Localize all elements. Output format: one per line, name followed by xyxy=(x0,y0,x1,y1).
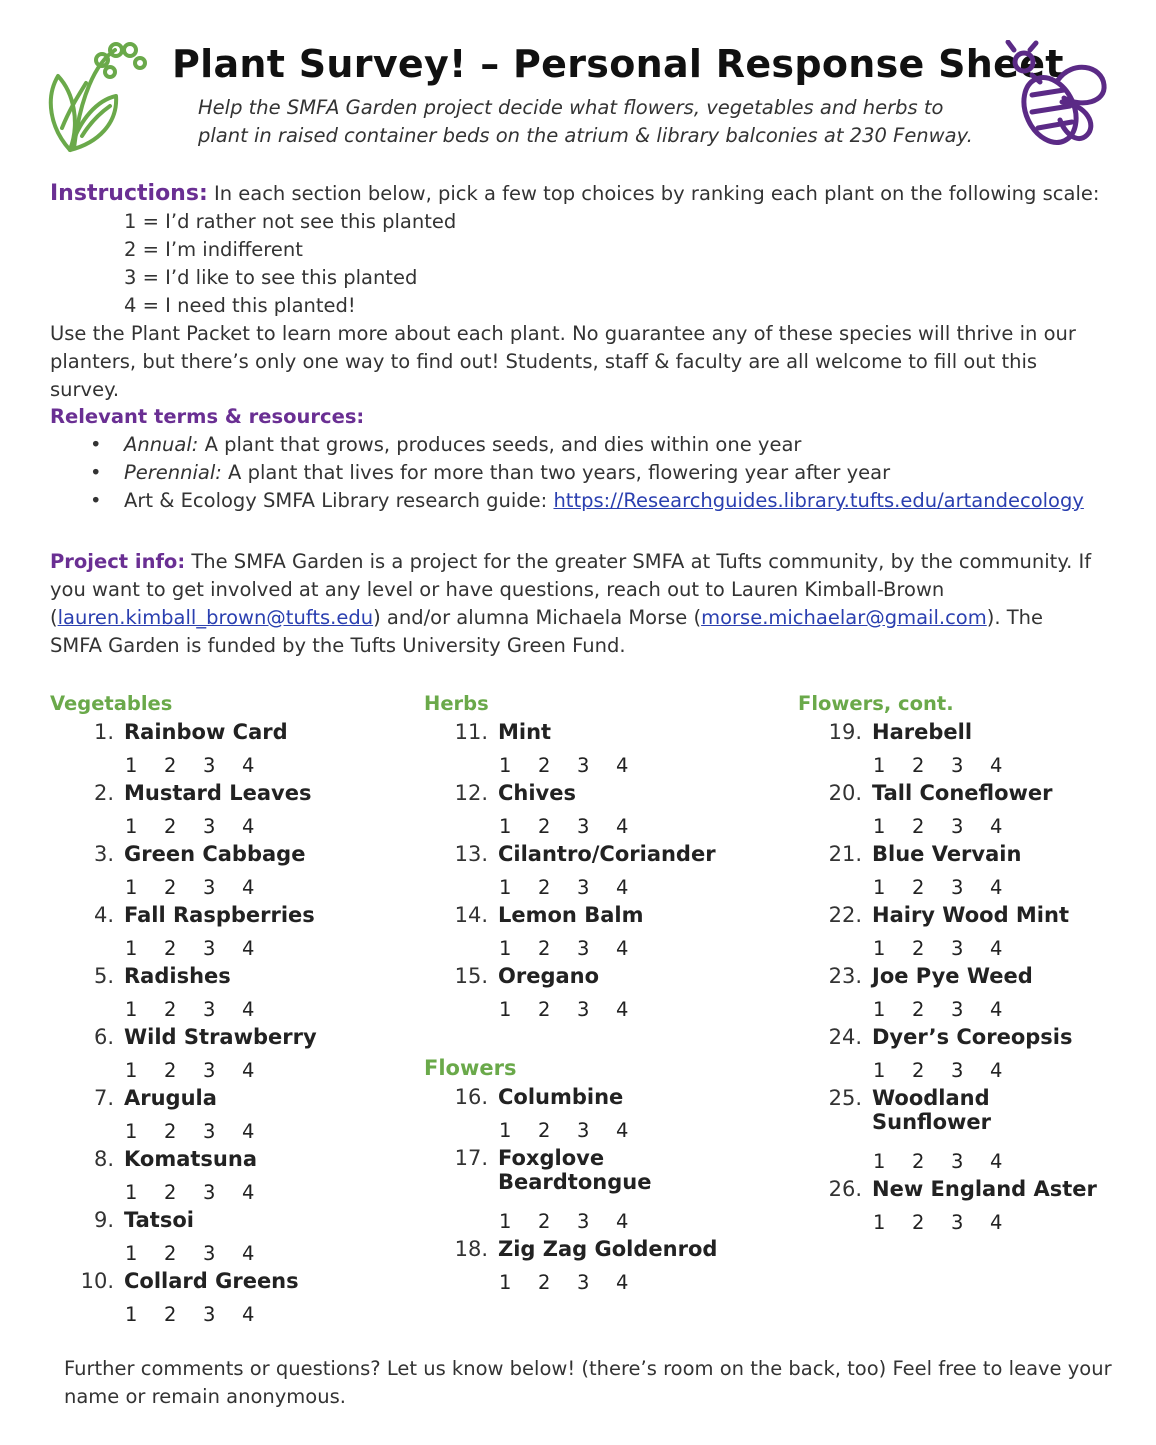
rating-option-4[interactable]: 4 xyxy=(990,815,1003,838)
plant-number: 2. xyxy=(93,781,114,805)
project-text: ). The xyxy=(986,606,1044,629)
rating-option-4[interactable]: 4 xyxy=(242,876,255,899)
bullet: • xyxy=(90,489,102,512)
plant-name: Tall Coneflower xyxy=(872,781,1053,805)
rating-option-3[interactable]: 3 xyxy=(951,1059,964,1082)
plant-number: 4. xyxy=(93,903,114,927)
rating-option-3[interactable]: 3 xyxy=(577,1119,590,1142)
rating-option-1[interactable]: 1 xyxy=(125,998,138,1021)
rating-scale xyxy=(125,1181,281,1204)
rating-option-2[interactable]: 2 xyxy=(912,998,925,1021)
section-herbs: Herbs xyxy=(424,692,489,715)
rating-scale xyxy=(499,937,655,960)
plant-item xyxy=(93,781,312,805)
plant-name: Mint xyxy=(498,720,552,744)
rating-option-4[interactable]: 4 xyxy=(242,1120,255,1143)
plant-item xyxy=(93,964,231,988)
rating-option-1[interactable]: 1 xyxy=(873,754,886,777)
rating-scale xyxy=(499,876,655,899)
rating-option-3[interactable]: 3 xyxy=(951,1211,964,1234)
rating-option-4[interactable]: 4 xyxy=(616,815,629,838)
page-subtitle xyxy=(198,94,973,150)
rating-option-2[interactable]: 2 xyxy=(538,876,551,899)
rating-scale xyxy=(873,1211,1029,1234)
plant-number: 16. xyxy=(454,1085,488,1109)
plant-item xyxy=(828,842,1022,866)
rating-option-2[interactable]: 2 xyxy=(164,998,177,1021)
term-research-guide xyxy=(90,487,1084,515)
rating-option-3[interactable]: 3 xyxy=(577,937,590,960)
plant-name: Harebell xyxy=(872,720,973,744)
plant-name: Zig Zag Goldenrod xyxy=(498,1237,718,1261)
bullet: • xyxy=(90,461,102,484)
plant-item xyxy=(828,720,973,744)
rating-option-1[interactable]: 1 xyxy=(125,1242,138,1265)
term-definition: A plant that lives for more than two years, flowering year after year xyxy=(228,461,891,484)
rating-option-4[interactable]: 4 xyxy=(616,754,629,777)
instructions-label: Instructions: xyxy=(50,181,208,206)
rating-option-2[interactable]: 2 xyxy=(538,1119,551,1142)
plant-item xyxy=(828,1086,992,1134)
rating-option-1[interactable]: 1 xyxy=(125,754,138,777)
plant-item xyxy=(93,1086,217,1110)
plant-item xyxy=(93,903,315,927)
scale-item: 4 = I need this planted! xyxy=(124,294,356,317)
plant-number: 1. xyxy=(93,720,114,744)
email-link-michaela[interactable]: morse.michaelar@gmail.com xyxy=(701,606,987,629)
rating-option-2[interactable]: 2 xyxy=(912,815,925,838)
plant-number: 8. xyxy=(93,1147,114,1171)
rating-scale xyxy=(499,1271,655,1294)
plant-item xyxy=(828,964,1033,988)
plant-logo-icon xyxy=(40,38,150,162)
plant-item xyxy=(828,1025,1073,1049)
rating-option-3[interactable]: 3 xyxy=(203,1059,216,1082)
rating-option-4[interactable]: 4 xyxy=(990,1211,1003,1234)
rating-option-1[interactable]: 1 xyxy=(499,998,512,1021)
rating-option-3[interactable]: 3 xyxy=(577,998,590,1021)
plant-number: 12. xyxy=(454,781,488,805)
plant-name: Mustard Leaves xyxy=(124,781,312,805)
rating-option-2[interactable]: 2 xyxy=(912,1150,925,1173)
rating-option-4[interactable]: 4 xyxy=(616,1210,629,1233)
plant-number: 3. xyxy=(93,842,114,866)
plant-item xyxy=(93,1147,257,1171)
rating-option-4[interactable]: 4 xyxy=(242,998,255,1021)
rating-option-2[interactable]: 2 xyxy=(538,937,551,960)
rating-option-4[interactable]: 4 xyxy=(990,876,1003,899)
footer-note xyxy=(64,1355,1124,1411)
plant-name: Radishes xyxy=(124,964,231,988)
rating-option-2[interactable]: 2 xyxy=(538,754,551,777)
plant-item xyxy=(454,964,600,988)
rating-option-4[interactable]: 4 xyxy=(990,754,1003,777)
rating-option-3[interactable]: 3 xyxy=(203,1242,216,1265)
rating-option-4[interactable]: 4 xyxy=(990,1059,1003,1082)
scale-item: 3 = I’d like to see this planted xyxy=(124,266,418,289)
plant-item xyxy=(454,720,552,744)
plant-number: 13. xyxy=(454,842,488,866)
rating-scale xyxy=(125,754,281,777)
plant-number: 5. xyxy=(93,964,114,988)
plant-number: 17. xyxy=(454,1146,488,1170)
rating-option-3[interactable]: 3 xyxy=(203,937,216,960)
rating-option-4[interactable]: 4 xyxy=(616,876,629,899)
instructions-note: planters, but there’s only one way to find out! Students, staff & faculty are all welcome to fill out this survey. xyxy=(50,350,1038,401)
plant-name: Fall Raspberries xyxy=(124,903,315,927)
rating-scale xyxy=(873,998,1029,1021)
terms-heading: Relevant terms & resources: xyxy=(50,405,365,428)
plant-item xyxy=(828,781,1053,805)
bee-icon xyxy=(1002,40,1112,159)
rating-option-3[interactable]: 3 xyxy=(951,1150,964,1173)
plant-number: 24. xyxy=(828,1025,862,1049)
rating-option-3[interactable]: 3 xyxy=(203,1181,216,1204)
footer-line: name or remain anonymous. xyxy=(64,1385,346,1408)
rating-option-4[interactable]: 4 xyxy=(242,1242,255,1265)
rating-option-1[interactable]: 1 xyxy=(499,1210,512,1233)
rating-option-2[interactable]: 2 xyxy=(164,1242,177,1265)
plant-number: 20. xyxy=(828,781,862,805)
rating-option-3[interactable]: 3 xyxy=(951,815,964,838)
rating-option-1[interactable]: 1 xyxy=(125,1059,138,1082)
plant-name: Dyer’s Coreopsis xyxy=(872,1025,1073,1049)
rating-option-4[interactable]: 4 xyxy=(616,1271,629,1294)
plant-name: Hairy Wood Mint xyxy=(872,903,1069,927)
plant-item xyxy=(454,1085,624,1109)
rating-option-3[interactable]: 3 xyxy=(577,1271,590,1294)
plant-name: Tatsoi xyxy=(124,1208,194,1232)
rating-scale xyxy=(873,1150,1029,1173)
rating-option-3[interactable]: 3 xyxy=(577,876,590,899)
rating-option-3[interactable]: 3 xyxy=(203,754,216,777)
rating-option-2[interactable]: 2 xyxy=(912,937,925,960)
term-definition: A plant that grows, produces seeds, and dies within one year xyxy=(204,433,802,456)
rating-option-1[interactable]: 1 xyxy=(873,1059,886,1082)
instructions-block xyxy=(50,180,1110,404)
plant-item xyxy=(454,842,716,866)
plant-item xyxy=(93,1025,317,1049)
plant-name: Rainbow Card xyxy=(124,720,288,744)
instructions-text: In each section below, pick a few top choices by ranking each plant on the following scale: xyxy=(213,182,1100,205)
project-line xyxy=(50,548,1110,576)
plant-item xyxy=(454,903,644,927)
rating-option-2[interactable]: 2 xyxy=(912,1059,925,1082)
rating-scale xyxy=(873,1059,1029,1082)
plant-number: 25. xyxy=(828,1086,862,1110)
rating-option-3[interactable]: 3 xyxy=(203,815,216,838)
rating-option-3[interactable]: 3 xyxy=(577,1210,590,1233)
rating-scale xyxy=(125,815,281,838)
rating-option-4[interactable]: 4 xyxy=(990,998,1003,1021)
rating-option-1[interactable]: 1 xyxy=(125,1120,138,1143)
rating-option-4[interactable]: 4 xyxy=(242,754,255,777)
rating-option-2[interactable]: 2 xyxy=(164,1120,177,1143)
scale-item: 1 = I’d rather not see this planted xyxy=(124,210,457,233)
plant-item xyxy=(80,1269,299,1293)
rating-scale xyxy=(125,876,281,899)
plant-number: 26. xyxy=(828,1177,862,1201)
terms-list xyxy=(90,431,1084,515)
plant-name: Cilantro/Coriander xyxy=(498,842,716,866)
rating-option-1[interactable]: 1 xyxy=(499,815,512,838)
rating-option-3[interactable]: 3 xyxy=(577,754,590,777)
rating-option-1[interactable]: 1 xyxy=(873,1150,886,1173)
section-vegetables: Vegetables xyxy=(50,692,173,715)
rating-option-2[interactable]: 2 xyxy=(164,1303,177,1326)
plant-name: Foxglove xyxy=(498,1146,605,1170)
plant-item xyxy=(454,781,576,805)
plant-number: 10. xyxy=(80,1269,114,1293)
rating-option-4[interactable]: 4 xyxy=(242,1059,255,1082)
plant-number: 18. xyxy=(454,1237,488,1261)
rating-option-2[interactable]: 2 xyxy=(164,754,177,777)
rating-option-3[interactable]: 3 xyxy=(577,815,590,838)
rating-option-2[interactable]: 2 xyxy=(164,937,177,960)
rating-option-1[interactable]: 1 xyxy=(125,1181,138,1204)
plant-name: Komatsuna xyxy=(124,1147,257,1171)
scale-item: 2 = I’m indifferent xyxy=(124,238,303,261)
rating-scale xyxy=(125,1242,281,1265)
rating-scale xyxy=(499,1210,655,1233)
rating-option-3[interactable]: 3 xyxy=(203,998,216,1021)
plant-name: Blue Vervain xyxy=(872,842,1022,866)
rating-option-1[interactable]: 1 xyxy=(125,937,138,960)
instructions-note: Use the Plant Packet to learn more about each plant. No guarantee any of these species will thrive in our xyxy=(50,322,1076,345)
rating-scale xyxy=(873,876,1029,899)
rating-option-2[interactable]: 2 xyxy=(164,1181,177,1204)
email-link-lauren[interactable]: lauren.kimball_brown@tufts.edu xyxy=(57,606,374,629)
plant-number: 6. xyxy=(93,1025,114,1049)
plant-item xyxy=(93,1208,194,1232)
footer-line: Further comments or questions? Let us know below! (there’s room on the back, too) Feel free to leave your xyxy=(64,1357,1112,1380)
rating-option-2[interactable]: 2 xyxy=(912,754,925,777)
rating-option-3[interactable]: 3 xyxy=(951,876,964,899)
rating-option-2[interactable]: 2 xyxy=(164,1059,177,1082)
rating-option-3[interactable]: 3 xyxy=(203,876,216,899)
plant-number: 14. xyxy=(454,903,488,927)
term-perennial xyxy=(90,459,1084,487)
rating-option-1[interactable]: 1 xyxy=(873,937,886,960)
rating-option-2[interactable]: 2 xyxy=(538,1271,551,1294)
plant-number: 15. xyxy=(454,964,488,988)
term-annual xyxy=(90,431,1084,459)
rating-scale xyxy=(873,815,1029,838)
project-line: you want to get involved at any level or have questions, reach out to Lauren Kimball-Brown xyxy=(50,578,945,601)
project-line xyxy=(50,604,1110,632)
rating-option-4[interactable]: 4 xyxy=(242,1303,255,1326)
rating-option-1[interactable]: 1 xyxy=(125,1303,138,1326)
subtitle-line: plant in raised container beds on the atrium & library balconies at 230 Fenway. xyxy=(198,124,973,147)
rating-option-1[interactable]: 1 xyxy=(499,1271,512,1294)
rating-option-3[interactable]: 3 xyxy=(951,937,964,960)
plant-name: Columbine xyxy=(498,1085,624,1109)
bullet: • xyxy=(90,433,102,456)
rating-scale xyxy=(125,1120,281,1143)
rating-option-4[interactable]: 4 xyxy=(990,1150,1003,1173)
plant-number: 9. xyxy=(93,1208,114,1232)
plant-item xyxy=(828,1177,1097,1201)
rating-option-2[interactable]: 2 xyxy=(164,815,177,838)
project-info xyxy=(50,548,1110,660)
plant-name: Joe Pye Weed xyxy=(872,964,1033,988)
project-text: The SMFA Garden is a project for the greater SMFA at Tufts community, by the community. If xyxy=(191,550,1092,573)
term-label: Perennial: xyxy=(124,461,222,484)
rating-option-4[interactable]: 4 xyxy=(242,1181,255,1204)
term-label: Annual: xyxy=(124,433,199,456)
rating-option-3[interactable]: 3 xyxy=(203,1303,216,1326)
plant-number: 22. xyxy=(828,903,862,927)
rating-scale xyxy=(873,754,1029,777)
project-line: SMFA Garden is funded by the Tufts University Green Fund. xyxy=(50,634,626,657)
plant-number: 7. xyxy=(93,1086,114,1110)
rating-option-2[interactable]: 2 xyxy=(912,876,925,899)
rating-option-1[interactable]: 1 xyxy=(125,815,138,838)
paren: ( xyxy=(50,606,58,629)
page-title: Plant Survey! – Personal Response Sheet xyxy=(172,42,1064,86)
plant-name-continued: Beardtongue xyxy=(498,1170,652,1194)
rating-option-4[interactable]: 4 xyxy=(242,937,255,960)
rating-scale xyxy=(499,998,655,1021)
plant-number: 11. xyxy=(454,720,488,744)
plant-item xyxy=(454,1237,718,1261)
rating-scale xyxy=(499,754,655,777)
plant-name: Chives xyxy=(498,781,576,805)
rating-scale xyxy=(873,937,1029,960)
rating-option-2[interactable]: 2 xyxy=(538,815,551,838)
plant-name: Wild Strawberry xyxy=(124,1025,317,1049)
plant-item xyxy=(93,720,288,744)
plant-name: Woodland xyxy=(872,1086,990,1110)
plant-number: 21. xyxy=(828,842,862,866)
plant-name: New England Aster xyxy=(872,1177,1097,1201)
rating-option-1[interactable]: 1 xyxy=(873,876,886,899)
project-text: ) and/or alumna Michaela Morse ( xyxy=(373,606,702,629)
rating-option-1[interactable]: 1 xyxy=(499,937,512,960)
project-label: Project info: xyxy=(50,550,186,573)
rating-option-2[interactable]: 2 xyxy=(164,876,177,899)
rating-option-3[interactable]: 3 xyxy=(951,754,964,777)
plant-name: Collard Greens xyxy=(124,1269,299,1293)
rating-scale xyxy=(499,1119,655,1142)
rating-option-4[interactable]: 4 xyxy=(616,1119,629,1142)
section-flowers-cont: Flowers, cont. xyxy=(798,692,954,715)
rating-scale xyxy=(125,1303,281,1326)
plant-name: Arugula xyxy=(124,1086,217,1110)
rating-scale xyxy=(125,998,281,1021)
rating-option-4[interactable]: 4 xyxy=(616,998,629,1021)
instructions-intro xyxy=(50,180,1110,208)
plant-name: Green Cabbage xyxy=(124,842,306,866)
rating-option-1[interactable]: 1 xyxy=(125,876,138,899)
rating-option-2[interactable]: 2 xyxy=(912,1211,925,1234)
plant-number: 23. xyxy=(828,964,862,988)
rating-option-3[interactable]: 3 xyxy=(951,998,964,1021)
rating-option-4[interactable]: 4 xyxy=(616,937,629,960)
rating-option-1[interactable]: 1 xyxy=(873,1211,886,1234)
plant-number: 19. xyxy=(828,720,862,744)
research-guide-link[interactable]: https://Researchguides.library.tufts.edu/artandecology xyxy=(553,489,1084,512)
plant-name: Oregano xyxy=(498,964,600,988)
rating-option-2[interactable]: 2 xyxy=(538,998,551,1021)
rating-option-2[interactable]: 2 xyxy=(538,1210,551,1233)
rating-option-1[interactable]: 1 xyxy=(499,754,512,777)
subtitle-line: Help the SMFA Garden project decide what flowers, vegetables and herbs to xyxy=(198,96,944,119)
plant-name-continued: Sunflower xyxy=(872,1110,992,1134)
rating-scale xyxy=(499,815,655,838)
rating-option-1[interactable]: 1 xyxy=(499,876,512,899)
rating-scale xyxy=(125,1059,281,1082)
plant-item xyxy=(454,1146,652,1194)
guide-label: Art & Ecology SMFA Library research guide: xyxy=(124,489,548,512)
rating-option-1[interactable]: 1 xyxy=(873,998,886,1021)
section-flowers: Flowers xyxy=(424,1056,517,1080)
plant-item xyxy=(828,903,1069,927)
rating-option-1[interactable]: 1 xyxy=(499,1119,512,1142)
rating-scale xyxy=(125,937,281,960)
rating-option-1[interactable]: 1 xyxy=(873,815,886,838)
rating-option-4[interactable]: 4 xyxy=(242,815,255,838)
rating-option-4[interactable]: 4 xyxy=(990,937,1003,960)
plant-item xyxy=(93,842,306,866)
rating-option-3[interactable]: 3 xyxy=(203,1120,216,1143)
plant-name: Lemon Balm xyxy=(498,903,644,927)
